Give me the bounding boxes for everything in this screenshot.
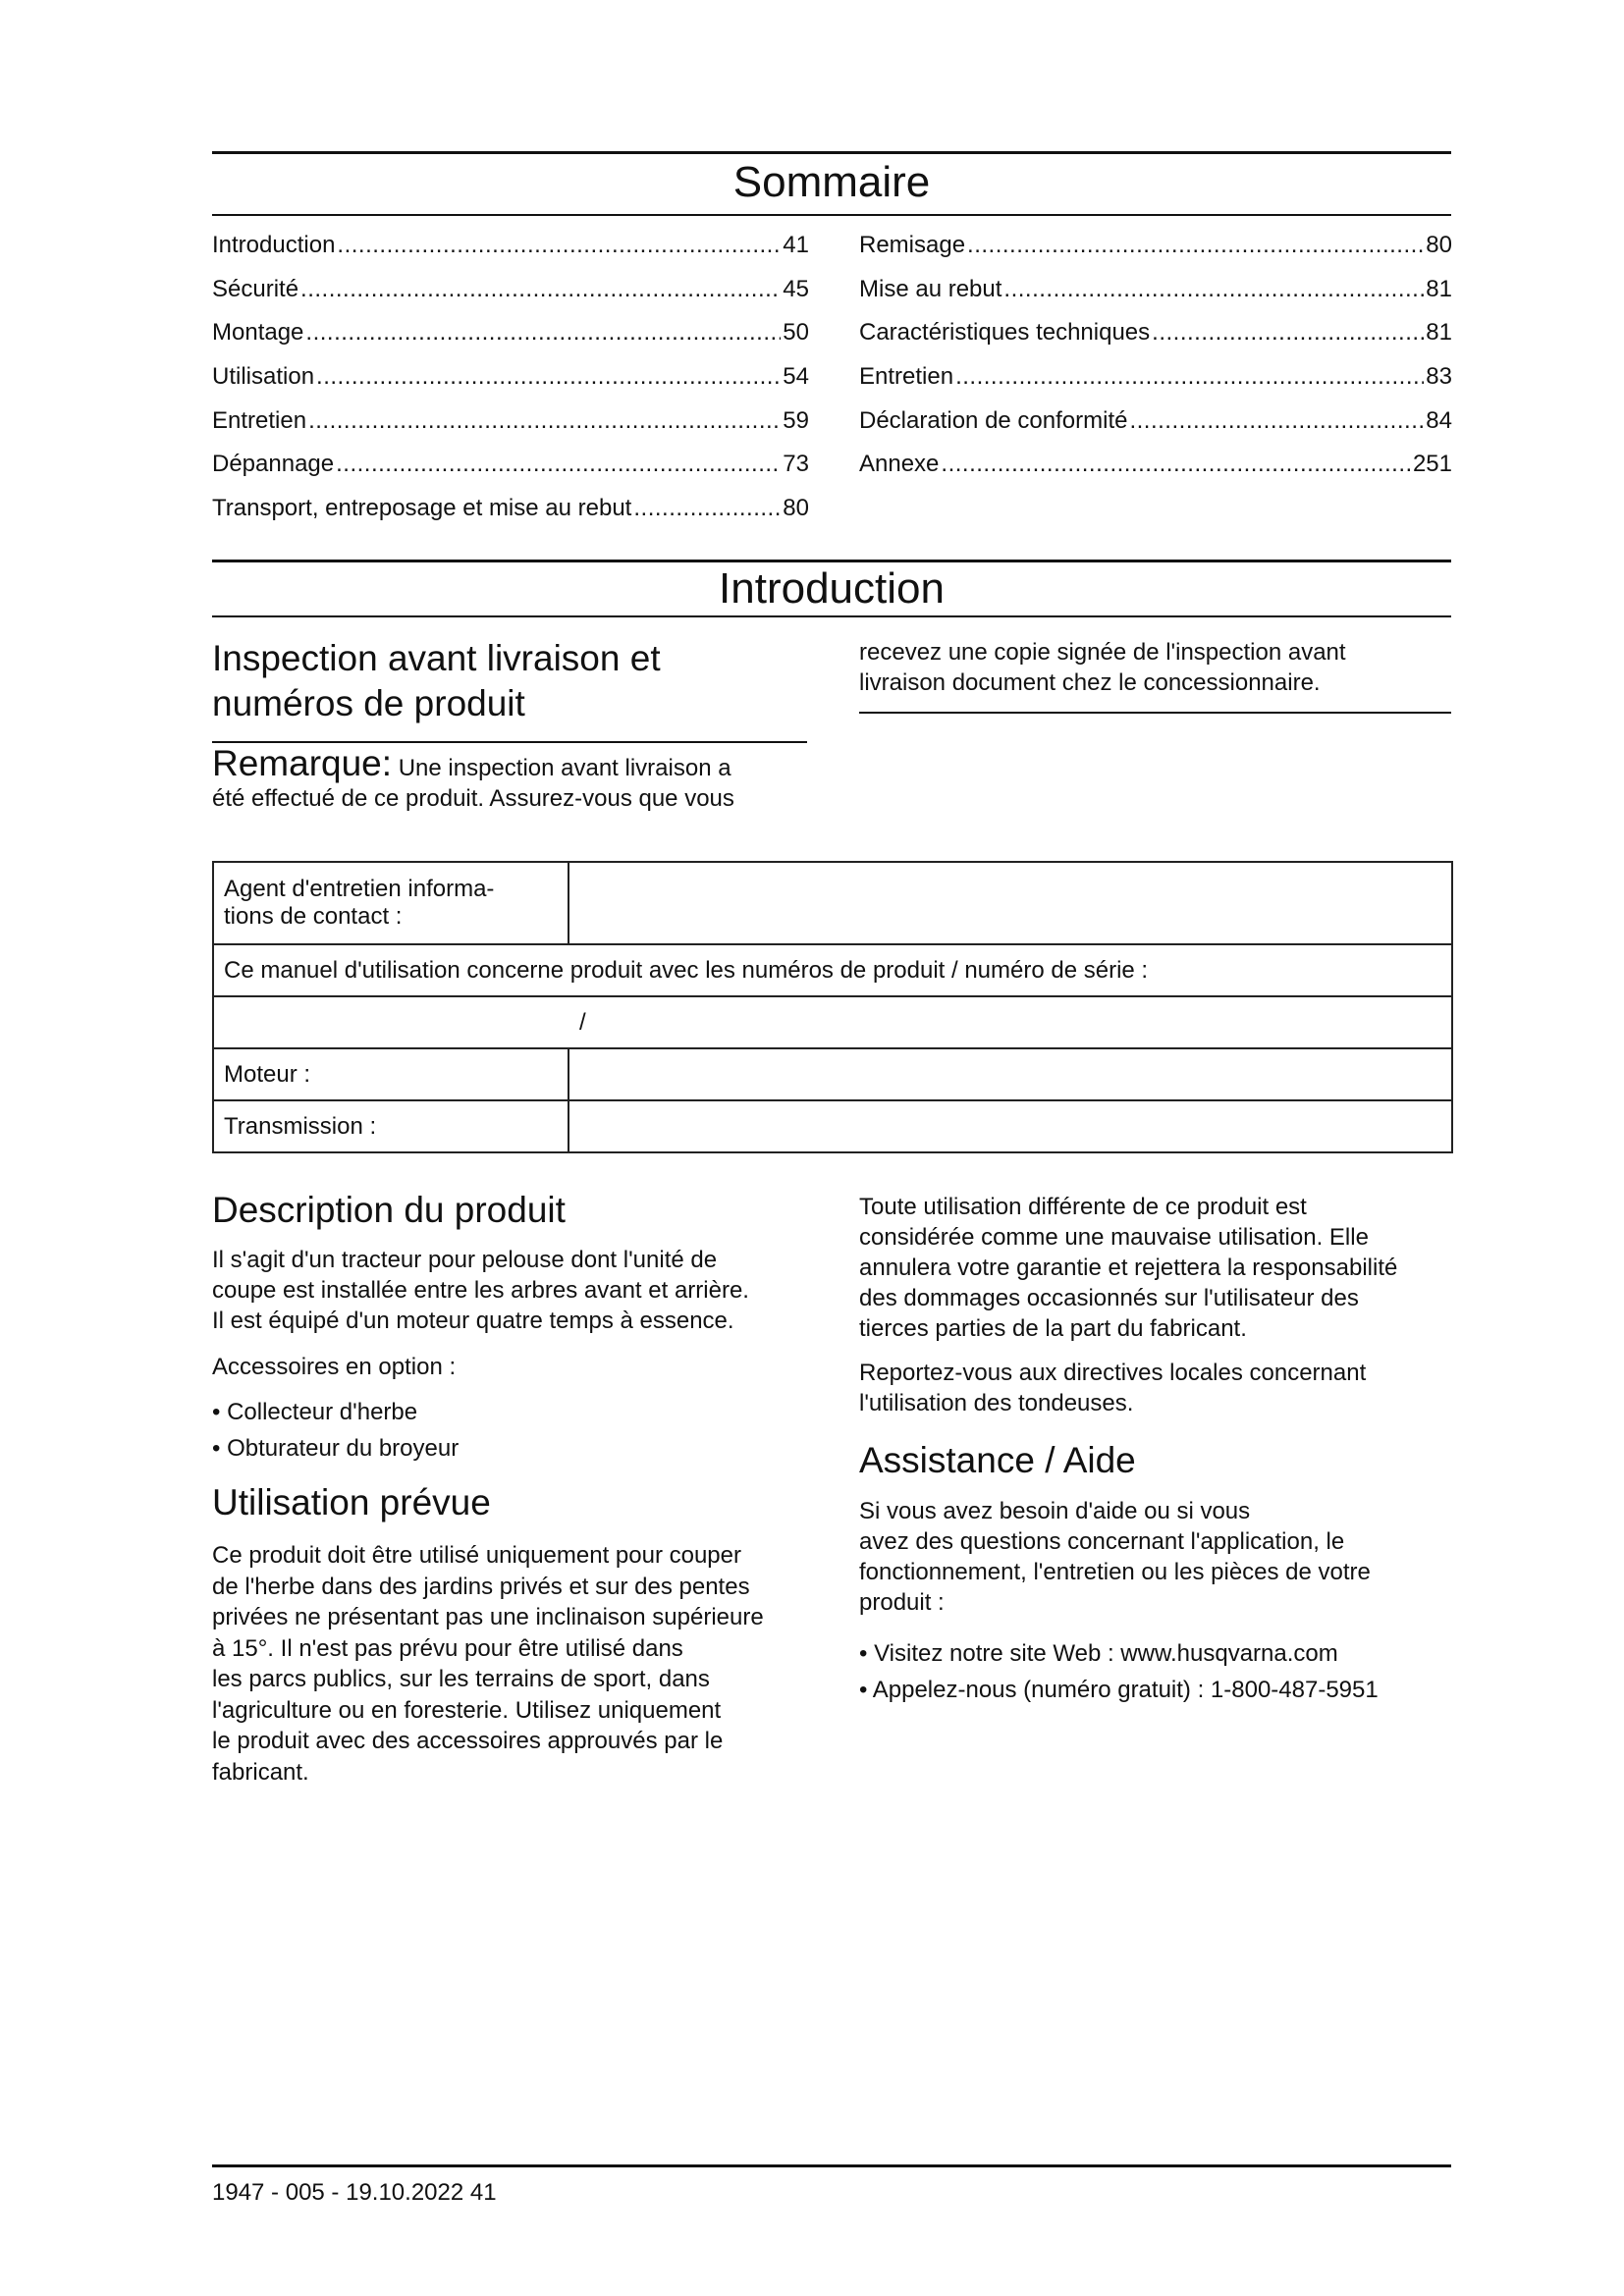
agent-label-cell bbox=[213, 862, 568, 944]
description-heading: Description du produit bbox=[212, 1190, 566, 1230]
inspection-heading-line: numéros de produit bbox=[212, 683, 525, 723]
misuse-line: tierces parties de la part du fabricant. bbox=[859, 1315, 1247, 1342]
intended-use-heading: Utilisation prévue bbox=[212, 1482, 491, 1522]
assistance-paragraph bbox=[859, 1496, 1451, 1618]
intended-use-line: le produit avec des accessoires approuvés par le bbox=[212, 1728, 724, 1754]
toc-entry[interactable]: Déclaration de conformité ..... 84 bbox=[859, 406, 1452, 451]
toc-entry[interactable]: Introduction ..... 41 bbox=[212, 231, 809, 275]
toc-entry[interactable]: Annexe ..... 251 bbox=[859, 450, 1452, 494]
intended-use-line: de l'herbe dans des jardins privés et sur des pentes bbox=[212, 1573, 750, 1600]
transmission-label-cell: Transmission : bbox=[213, 1100, 568, 1152]
toc-entry[interactable]: Entretien ..... 83 bbox=[859, 362, 1452, 406]
misuse-line: annulera votre garantie et rejettera la responsabilité bbox=[859, 1255, 1398, 1281]
local-directives-paragraph bbox=[859, 1358, 1451, 1418]
misuse-line: considérée comme une mauvaise utilisation. Elle bbox=[859, 1224, 1369, 1251]
phone-link[interactable]: • Appelez-nous (numéro gratuit) : 1-800-487-5951 bbox=[859, 1675, 1451, 1705]
remark-text: livraison document chez le concessionnaire. bbox=[859, 669, 1321, 696]
description-line: Il s'agit d'un tracteur pour pelouse dont l'unité de bbox=[212, 1247, 718, 1273]
description-line: Il est équipé d'un moteur quatre temps à essence. bbox=[212, 1308, 734, 1334]
toc-entry[interactable]: Mise au rebut ..... 81 bbox=[859, 275, 1452, 319]
table-row bbox=[213, 1048, 1452, 1100]
manual-text-cell: Ce manuel d'utilisation concerne produit avec les numéros de produit / numéro de série : bbox=[213, 944, 1452, 996]
agent-label-line: tions de contact : bbox=[224, 903, 403, 930]
table-row bbox=[213, 862, 1452, 944]
inspection-heading bbox=[212, 636, 807, 726]
toc-entry[interactable]: Caractéristiques techniques ..... 81 bbox=[859, 318, 1452, 362]
product-info-table bbox=[212, 861, 1453, 1153]
toc-title-rule bbox=[212, 214, 1451, 216]
misuse-line: Toute utilisation différente de ce produit est bbox=[859, 1194, 1307, 1220]
intended-use-line: privées ne présentant pas une inclinaison supérieure bbox=[212, 1604, 764, 1630]
toc-entry[interactable]: Dépannage ..... 73 bbox=[212, 450, 809, 494]
toc-entry[interactable]: Remisage ..... 80 bbox=[859, 231, 1452, 275]
serial-number-cell[interactable]: / bbox=[213, 996, 1452, 1048]
intended-use-line: les parcs publics, sur les terrains de sport, dans bbox=[212, 1666, 710, 1692]
footer-rule bbox=[212, 2164, 1451, 2167]
toc-title: Sommaire bbox=[732, 158, 931, 206]
accessory-item: • Obturateur du broyeur bbox=[212, 1433, 807, 1464]
assistance-heading: Assistance / Aide bbox=[859, 1440, 1136, 1480]
remark-text: recevez une copie signée de l'inspection avant bbox=[859, 639, 1346, 666]
local-directives-line: l'utilisation des tondeuses. bbox=[859, 1390, 1134, 1416]
intro-title: Introduction bbox=[719, 564, 945, 613]
assistance-line: Si vous avez besoin d'aide ou si vous bbox=[859, 1498, 1251, 1524]
top-rule bbox=[212, 151, 1451, 154]
description-paragraph bbox=[212, 1245, 807, 1336]
description-line: coupe est installée entre les arbres avant et arrière. bbox=[212, 1277, 749, 1304]
remark-rule bbox=[859, 712, 1451, 714]
local-directives-line: Reportez-vous aux directives locales concernant bbox=[859, 1360, 1367, 1386]
inspection-heading-line: Inspection avant livraison et bbox=[212, 638, 661, 678]
remark-label: Remarque: bbox=[212, 743, 393, 783]
toc-entry[interactable]: Montage ..... 50 bbox=[212, 318, 809, 362]
intended-use-line: Ce produit doit être utilisé uniquement pour couper bbox=[212, 1542, 741, 1569]
assistance-line: produit : bbox=[859, 1589, 945, 1616]
agent-label-line: Agent d'entretien informa- bbox=[224, 876, 495, 902]
remark-paragraph bbox=[212, 743, 807, 814]
page-footer: 1947 - 005 - 19.10.2022 41 bbox=[212, 2179, 497, 2206]
toc-entry[interactable]: Utilisation ..... 54 bbox=[212, 362, 809, 406]
remark-continuation bbox=[859, 637, 1451, 698]
table-row bbox=[213, 1100, 1452, 1152]
remark-text: Une inspection avant livraison a bbox=[392, 755, 731, 781]
transmission-value-cell[interactable] bbox=[568, 1100, 1452, 1152]
intended-use-line: fabricant. bbox=[212, 1758, 309, 1786]
toc-left-column bbox=[212, 231, 809, 538]
assistance-line: fonctionnement, l'entretien ou les pièces de votre bbox=[859, 1559, 1371, 1585]
accessories-label: Accessoires en option : bbox=[212, 1354, 457, 1380]
intended-use-line: à 15°. Il n'est pas prévu pour être utilisé dans bbox=[212, 1634, 683, 1662]
accessory-item: • Collecteur d'herbe bbox=[212, 1397, 807, 1427]
toc-entry[interactable]: Transport, entreposage et mise au rebut ..... 80 bbox=[212, 494, 809, 538]
misuse-line: des dommages occasionnés sur l'utilisateur des bbox=[859, 1285, 1359, 1311]
intended-use-line: l'agriculture ou en foresterie. Utilisez uniquement bbox=[212, 1696, 722, 1724]
website-link[interactable]: • Visitez notre site Web : www.husqvarna.com bbox=[859, 1638, 1451, 1669]
toc-entry[interactable]: Sécurité ..... 45 bbox=[212, 275, 809, 319]
table-row bbox=[213, 996, 1452, 1048]
intro-top-rule bbox=[212, 560, 1451, 562]
engine-value-cell[interactable] bbox=[568, 1048, 1452, 1100]
misuse-paragraph bbox=[859, 1192, 1451, 1344]
intended-use-paragraph bbox=[212, 1540, 807, 1788]
toc-entry[interactable]: Entretien ..... 59 bbox=[212, 406, 809, 451]
table-row bbox=[213, 944, 1452, 996]
remark-text: été effectué de ce produit. Assurez-vous que vous bbox=[212, 785, 734, 812]
intro-title-rule bbox=[212, 615, 1451, 617]
engine-label-cell: Moteur : bbox=[213, 1048, 568, 1100]
assistance-line: avez des questions concernant l'application, le bbox=[859, 1528, 1345, 1555]
toc-right-column bbox=[859, 231, 1452, 494]
agent-value-cell[interactable] bbox=[568, 862, 1452, 944]
